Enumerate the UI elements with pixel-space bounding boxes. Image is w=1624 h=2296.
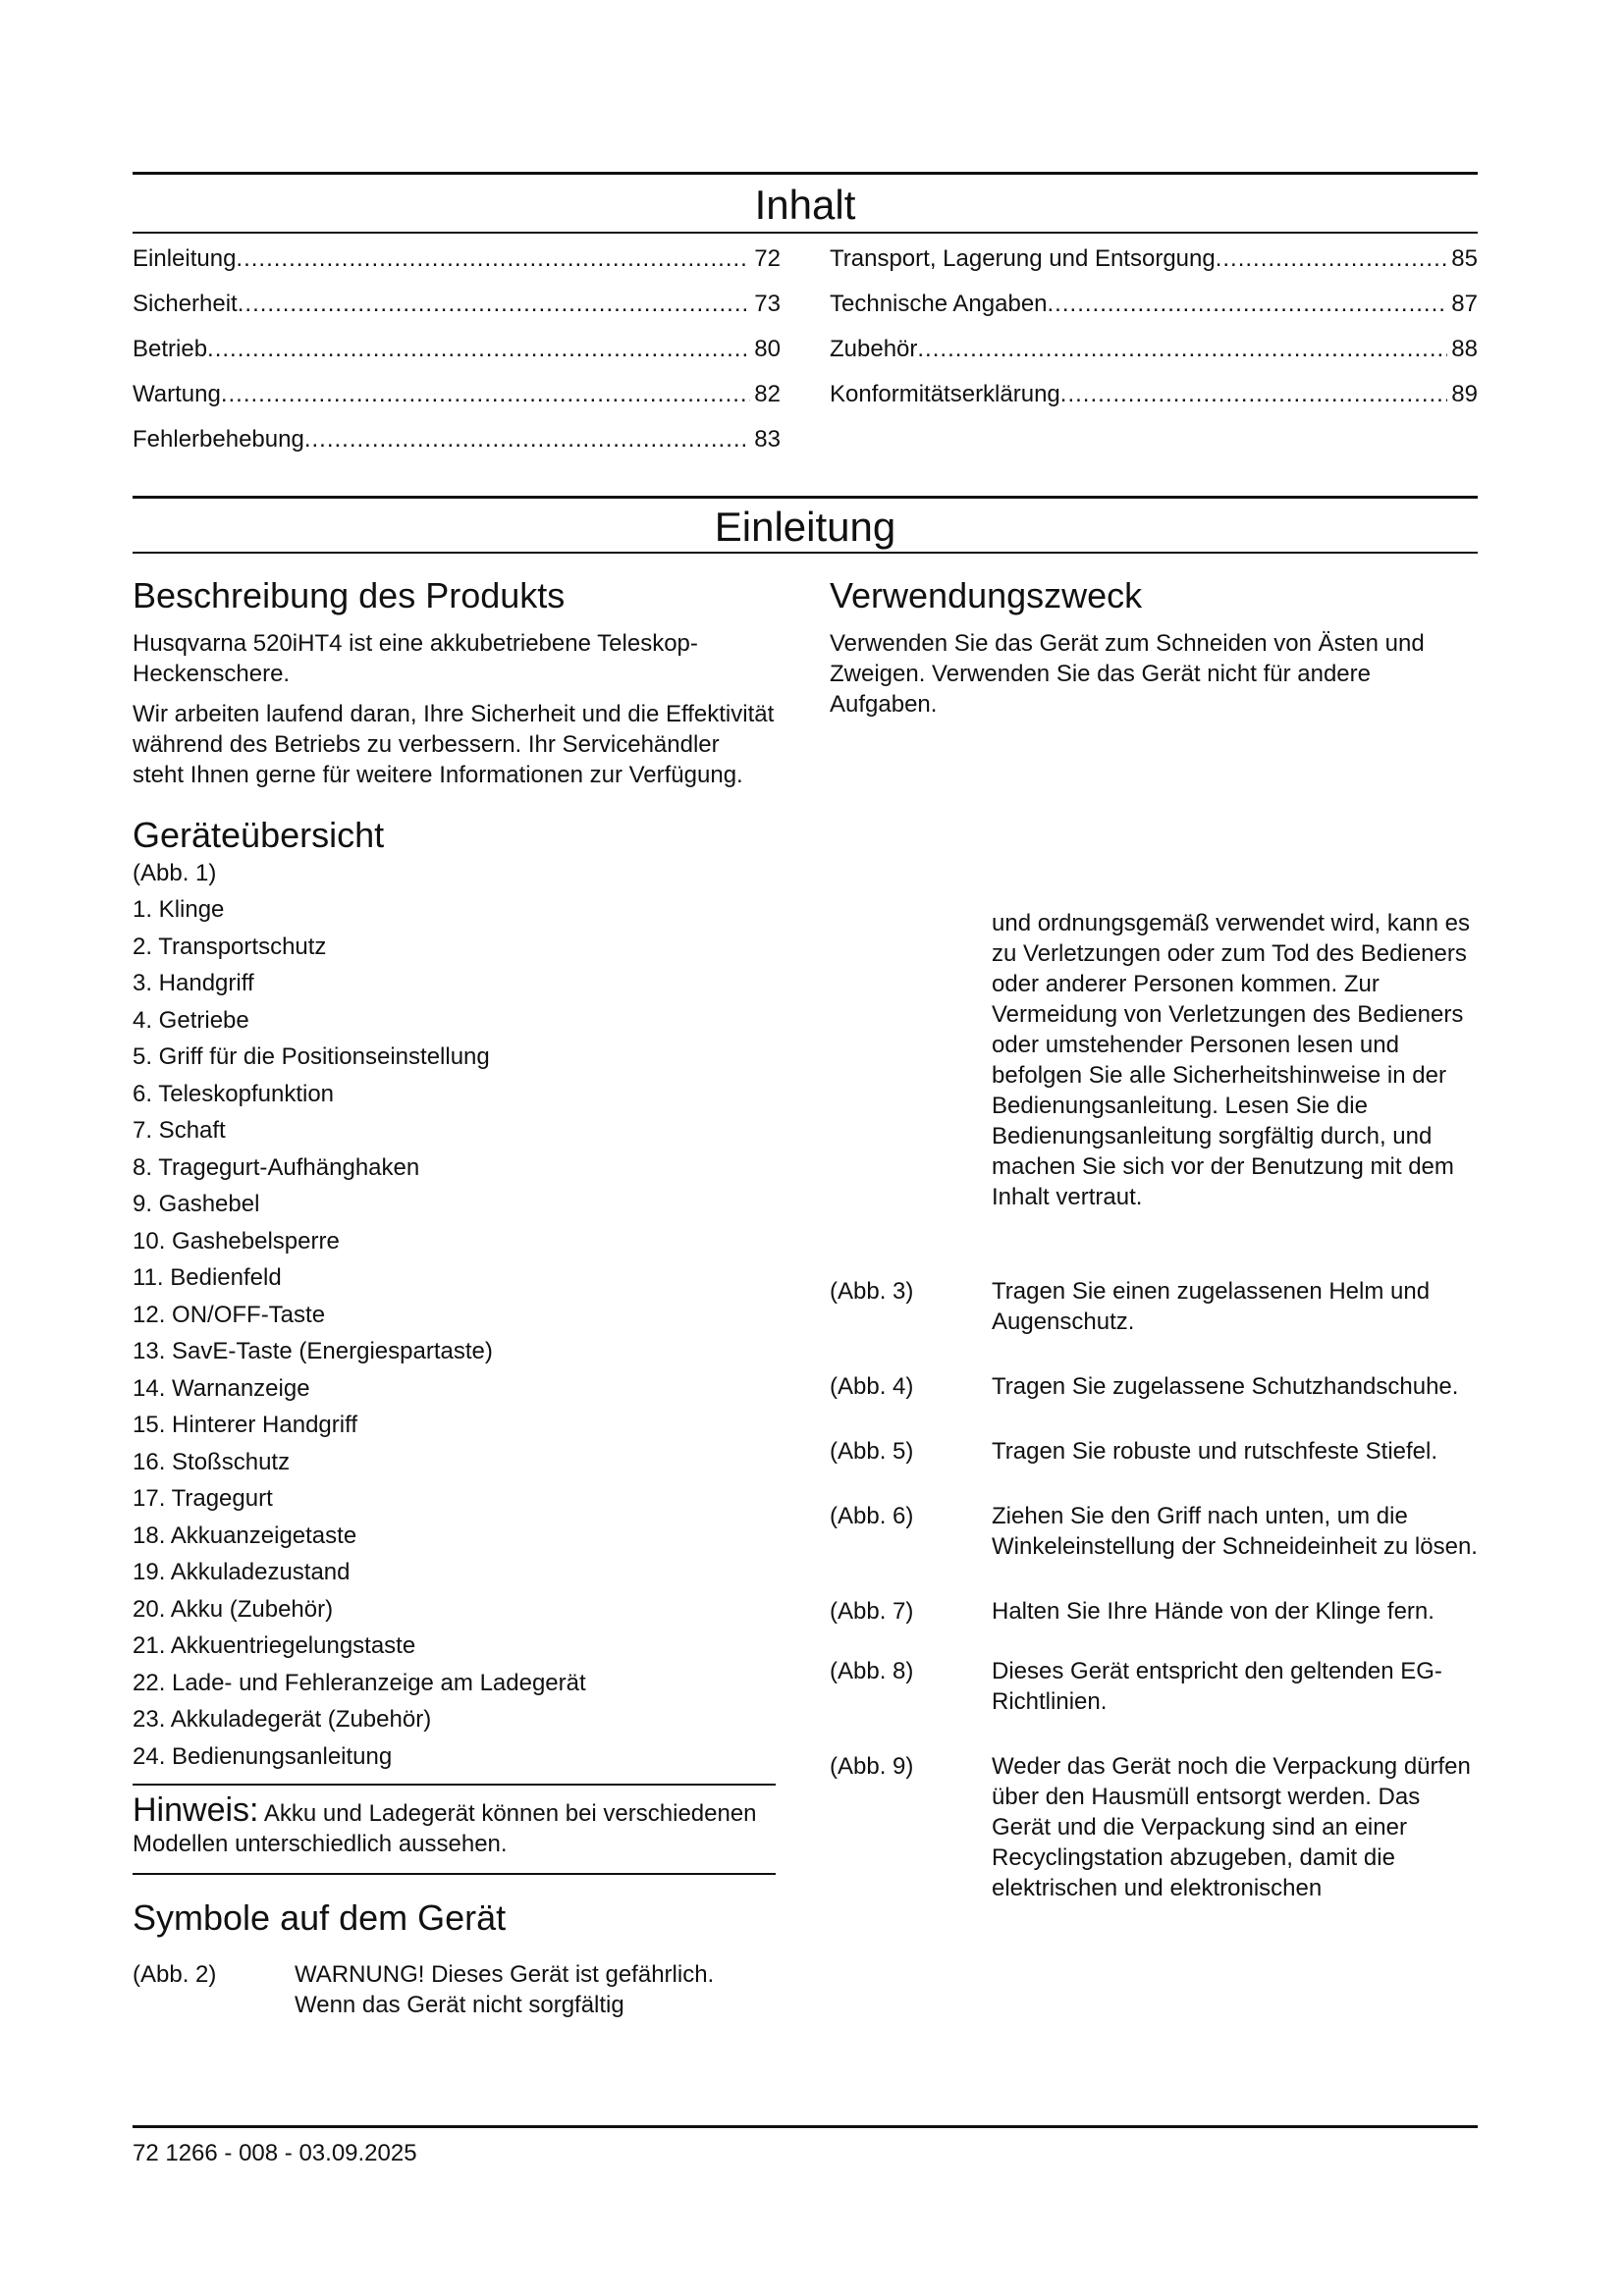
symbol-text: Tragen Sie einen zugelassenen Helm und Augenschutz. [992,1278,1431,1335]
symbol-text: Tragen Sie zugelassene Schutzhandschuhe. [992,1373,1459,1400]
overview-item: 9. Gashebel [133,1191,260,1218]
overview-item: 14. Warnanzeige [133,1374,310,1402]
footer-rule [133,2125,1478,2128]
toc-entry-label: Einleitung [133,245,237,272]
toc-entry[interactable] [133,245,781,291]
symbol-row [830,1596,1478,1627]
overview-item: 24. Bedienungsanleitung [133,1742,393,1770]
page-content [133,172,1478,554]
description-p1: Husqvarna 520iHT4 ist eine akkubetriebene Teleskop-Heckenschere. [133,630,698,688]
overview-item: 15. Hinterer Handgriff [133,1412,358,1439]
symbol-ref: (Abb. 2) [133,1960,217,1988]
overview-item: 21. Akkuentriegelungstaste [133,1632,416,1660]
table-of-contents [133,245,1478,496]
overview-item: 1. Klinge [133,896,225,924]
symbol-text: Dieses Gerät entspricht den geltenden EG-Richtlinien. [992,1658,1442,1715]
overview-item: 12. ON/OFF-Taste [133,1301,326,1328]
toc-leader-dots [1216,245,1448,273]
toc-leader-dots [304,426,750,454]
toc-bottom-rule [133,232,1478,234]
overview-item: 4. Getriebe [133,1006,249,1034]
symbol-text: Halten Sie Ihre Hände von der Klinge fern. [992,1598,1435,1625]
overview-item: 10. Gashebelsperre [133,1227,340,1255]
intro-bottom-rule [133,552,1478,554]
overview-item: 7. Schaft [133,1117,226,1145]
symbol-ref: (Abb. 9) [830,1753,914,1780]
footer-text: 72 1266 - 008 - 03.09.2025 [133,2140,417,2166]
symbol-ref: (Abb. 5) [830,1438,914,1465]
symbol-row [830,1371,1478,1402]
overview-ref: (Abb. 1) [133,860,217,887]
toc-entry-page: 73 [754,291,781,317]
symbol-ref: (Abb. 7) [830,1598,914,1625]
symbol-row [830,1656,1478,1717]
toc-entry-page: 82 [754,381,781,407]
toc-entry-label: Fehlerbehebung [133,426,304,453]
symbol-row [830,1751,1478,1903]
note-box [133,1784,776,1875]
symbol-row [830,1501,1478,1562]
toc-leader-dots [1048,291,1448,318]
note-text: Akku und Ladegerät können bei verschiedenen Modellen unterschiedlich aussehen. [133,1800,757,1858]
overview-item: 6. Teleskopfunktion [133,1080,335,1107]
overview-list [133,894,776,1778]
toc-entry-label: Technische Angaben [830,291,1048,317]
symbol-row [830,1276,1478,1337]
toc-entry[interactable] [133,336,781,381]
toc-entry-page: 80 [754,336,781,362]
symbol-continuation: und ordnungsgemäß verwendet wird, kann es zu Verletzungen oder zum Tod des Bedieners oder anderer Personen kommen. Zur Vermeidung von Verletzungen des Bedieners oder umstehender Personen lesen und befolgen Sie alle Sicherheitshinweise in der Bedienungsanleitung. Lesen Sie die Bedienungsanleitung sorgfältig durch, und machen Sie sich vor der Benutzung mit dem Inhalt vertraut. [992,910,1470,1210]
overview-item: 22. Lade- und Fehleranzeige am Ladegerät [133,1669,586,1696]
toc-leader-dots [238,291,751,318]
toc-entry[interactable] [830,336,1478,381]
symbol-text: WARNUNG! Dieses Gerät ist gefährlich. Wenn das Gerät nicht sorgfältig [295,1960,715,2018]
toc-entry[interactable] [830,245,1478,291]
overview-item: 17. Tragegurt [133,1485,273,1513]
toc-leader-dots [221,381,750,408]
toc-entry[interactable] [133,291,781,336]
symbol-row-abb2 [133,1959,776,2020]
toc-leader-dots [236,245,750,273]
description-p2: Wir arbeiten laufend daran, Ihre Sicherheit und die Effektivität während des Betriebs zu verbessern. Ihr Servicehändler steht Ihnen gerne für weitere Informationen zur Verfügung. [133,701,775,789]
toc-leader-dots [1060,381,1448,408]
symbol-ref: (Abb. 8) [830,1658,914,1684]
overview-item: 19. Akkuladezustand [133,1559,351,1586]
overview-item: 11. Bedienfeld [133,1264,282,1292]
overview-item: 16. Stoßschutz [133,1448,291,1475]
toc-entry-label: Zubehör [830,336,918,362]
symbol-ref: (Abb. 6) [830,1503,914,1529]
note-label: Hinweis: [133,1791,259,1830]
toc-right-column [830,245,1478,426]
symbol-rows [830,1276,1478,1903]
overview-item: 3. Handgriff [133,970,254,997]
toc-left-column [133,245,781,471]
toc-entry-page: 87 [1451,291,1478,317]
overview-heading: Geräteübersicht [133,815,385,856]
purpose-text: Verwenden Sie das Gerät zum Schneiden von Ästen und Zweigen. Verwenden Sie das Gerät nicht für andere Aufgaben. [830,630,1425,719]
symbol-text: Ziehen Sie den Griff nach unten, um die Winkeleinstellung der Schneideinheit zu lösen. [992,1503,1478,1560]
toc-entry[interactable] [830,381,1478,426]
toc-entry-page: 72 [754,245,781,272]
symbol-ref: (Abb. 4) [830,1373,914,1400]
toc-entry-label: Konformitätserklärung [830,381,1060,407]
toc-entry-label: Sicherheit [133,291,238,317]
overview-item: 8. Tragegurt-Aufhänghaken [133,1153,420,1181]
toc-entry-page: 85 [1451,245,1478,272]
purpose-heading: Verwendungszweck [830,575,1143,615]
symbols-heading: Symbole auf dem Gerät [133,1897,507,1939]
right-column [830,574,1478,720]
toc-entry[interactable] [133,381,781,426]
toc-entry[interactable] [830,291,1478,336]
toc-entry-page: 83 [754,426,781,453]
overview-item: 13. SavE-Taste (Energiespartaste) [133,1338,493,1365]
toc-entry-label: Wartung [133,381,221,407]
footer [133,2125,1478,2167]
toc-leader-dots [917,336,1447,363]
overview-item: 5. Griff für die Positionseinstellung [133,1043,490,1071]
overview-item: 20. Akku (Zubehör) [133,1595,334,1623]
toc-entry-page: 88 [1451,336,1478,362]
toc-entry-label: Betrieb [133,336,208,362]
intro-title: Einleitung [714,504,896,550]
symbol-ref: (Abb. 3) [830,1278,914,1305]
toc-entry-label: Transport, Lagerung und Entsorgung [830,245,1216,272]
overview-item: 18. Akkuanzeigetaste [133,1522,357,1549]
overview-item: 23. Akkuladegerät (Zubehör) [133,1706,432,1734]
symbol-text: Tragen Sie robuste und rutschfeste Stiefel. [992,1438,1438,1465]
description-heading: Beschreibung des Produkts [133,575,566,615]
overview-item: 2. Transportschutz [133,933,327,960]
symbol-row [830,1436,1478,1467]
toc-title: Inhalt [754,182,856,228]
toc-entry[interactable] [133,426,781,471]
symbol-text: Weder das Gerät noch die Verpackung dürfen über den Hausmüll entsorgt werden. Das Gerät und die Verpackung sind an einer Recyclingstation abzugeben, damit die elektrischen und elektronischen [992,1753,1471,1901]
toc-leader-dots [207,336,750,363]
left-column [133,574,776,2020]
toc-entry-page: 89 [1451,381,1478,407]
